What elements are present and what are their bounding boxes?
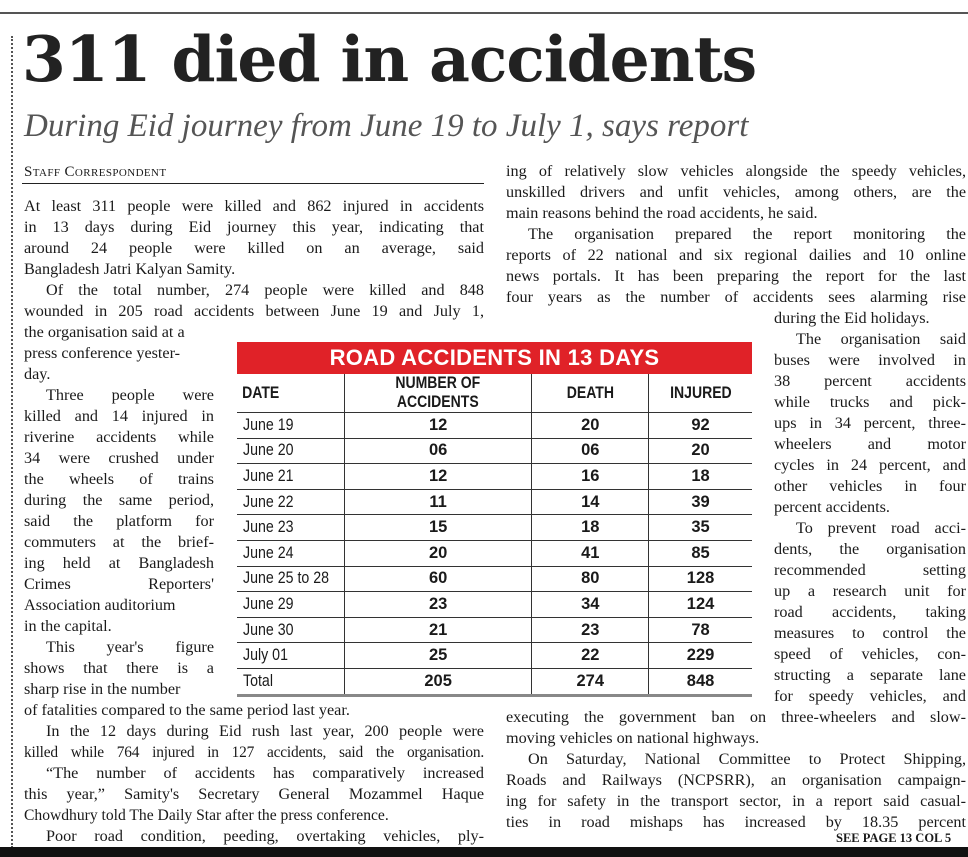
table-row bbox=[237, 515, 752, 541]
article-line: Roads and Railways (NCPSRR), an organisation campaign- bbox=[506, 771, 966, 789]
cell-accidents: 23 bbox=[344, 592, 532, 618]
continuation-note: SEE PAGE 13 COL 5 bbox=[836, 831, 952, 845]
article-line: commuters at the brief- bbox=[24, 533, 214, 551]
cell-death: 22 bbox=[532, 643, 649, 669]
cell-death: 14 bbox=[532, 489, 649, 515]
cell-injured: 229 bbox=[649, 643, 752, 669]
article-line: Crimes Reporters' bbox=[24, 575, 214, 593]
article-line: in 13 days during Eid journey this year, indicating that bbox=[24, 218, 484, 236]
article-line: killed and 14 injured in bbox=[24, 407, 214, 425]
cell-injured: 124 bbox=[649, 592, 752, 618]
col-header-death: DEATH bbox=[541, 374, 640, 413]
cell-death: 34 bbox=[532, 592, 649, 618]
cell-date: June 24 bbox=[243, 543, 294, 562]
article-line: ups in 34 percent, three- bbox=[774, 414, 966, 432]
article-line: press conference yester- bbox=[24, 344, 181, 362]
table-row bbox=[237, 566, 752, 592]
article-line: the wheels of trains bbox=[24, 470, 214, 488]
cell-accidents: 20 bbox=[344, 540, 532, 566]
cell-death: 16 bbox=[532, 464, 649, 490]
cell-date: July 01 bbox=[243, 646, 288, 665]
table-row bbox=[237, 617, 752, 643]
table-row bbox=[237, 438, 752, 464]
cell-death: 41 bbox=[532, 540, 649, 566]
article-line: percent accidents. bbox=[774, 498, 890, 516]
cell-injured: 85 bbox=[649, 540, 752, 566]
article-line: cycles in 24 percent, and bbox=[774, 456, 966, 474]
article-line: ing for safety in the transport sector, in a report said casual- bbox=[506, 792, 966, 810]
article-line: shows that there is a bbox=[24, 659, 214, 677]
top-rule bbox=[0, 12, 968, 14]
headline: 311 died in accidents bbox=[22, 22, 757, 96]
col-header-date: DATE bbox=[242, 383, 280, 402]
article-line: measures to control the bbox=[774, 624, 966, 642]
article-line: sharp rise in the number bbox=[24, 680, 181, 698]
cell-accidents: 60 bbox=[344, 566, 532, 592]
cell-date: June 30 bbox=[243, 620, 294, 639]
article-line: while trucks and pick- bbox=[774, 393, 966, 411]
article-line: during the Eid holidays. bbox=[774, 309, 930, 327]
article-line: in the capital. bbox=[24, 617, 112, 635]
cell-injured: 39 bbox=[649, 489, 752, 515]
cell-injured: 92 bbox=[649, 413, 752, 439]
article-line: “The number of accidents has comparatively increased bbox=[46, 764, 484, 782]
article-line: day. bbox=[24, 365, 51, 383]
article-line: Poor road condition, peeding, overtaking vehicles, ply- bbox=[46, 827, 484, 845]
article-line: wounded in 205 road accidents between June 19 and July 1, bbox=[24, 302, 484, 320]
cell-accidents: 15 bbox=[344, 515, 532, 541]
cell-death: 274 bbox=[532, 668, 649, 695]
article-line: buses were involved in bbox=[774, 351, 966, 369]
cell-accidents: 205 bbox=[344, 668, 532, 695]
table-row bbox=[237, 643, 752, 669]
article-line: this year,” Samity's Secretary General Mozammel Haque bbox=[24, 785, 484, 803]
article-line: 34 were crushed under bbox=[24, 449, 214, 467]
article-line: wheelers and motor bbox=[774, 435, 966, 453]
cell-accidents: 06 bbox=[344, 438, 532, 464]
article-line: speed of vehicles, con- bbox=[774, 645, 966, 663]
article-line: moving vehicles on national highways. bbox=[506, 729, 760, 747]
cell-accidents: 12 bbox=[344, 413, 532, 439]
cell-death: 06 bbox=[532, 438, 649, 464]
article-line: The organisation said bbox=[796, 330, 966, 348]
article-line: riverine accidents while bbox=[24, 428, 214, 446]
cell-accidents: 12 bbox=[344, 464, 532, 490]
cell-injured: 35 bbox=[649, 515, 752, 541]
article-line: Bangladesh Jatri Kalyan Samity. bbox=[24, 260, 236, 278]
article-line: main reasons behind the road accidents, he said. bbox=[506, 204, 818, 222]
article-line: On Saturday, National Committee to Protect Shipping, bbox=[528, 750, 966, 768]
cell-date: June 22 bbox=[243, 492, 294, 511]
accidents-table bbox=[237, 342, 752, 697]
cell-date: June 23 bbox=[243, 518, 294, 537]
article-line: Three people were bbox=[46, 386, 214, 404]
article-line: said the platform for bbox=[24, 512, 214, 530]
article-line: news portals. It has been preparing the report for the last bbox=[506, 267, 966, 285]
table-row bbox=[237, 540, 752, 566]
table-row bbox=[237, 464, 752, 490]
cell-accidents: 11 bbox=[344, 489, 532, 515]
bottom-bar bbox=[0, 847, 968, 857]
article-line: around 24 people were killed on an average, said bbox=[24, 239, 484, 257]
article-line: four years as the number of accidents sees alarming rise bbox=[506, 288, 966, 306]
cell-injured: 848 bbox=[649, 668, 752, 695]
article-line: of fatalities compared to the same period last year. bbox=[24, 701, 350, 719]
byline-rule bbox=[22, 183, 484, 184]
table-row bbox=[237, 489, 752, 515]
article-line: In the 12 days during Eid rush last year, 200 people were bbox=[46, 722, 484, 740]
article-line: structing a separate lane bbox=[774, 666, 966, 684]
table-total-row bbox=[237, 668, 752, 695]
cell-death: 20 bbox=[532, 413, 649, 439]
article-line: for speedy vehicles, and bbox=[774, 687, 966, 705]
article-line: the organisation said at a bbox=[24, 323, 185, 341]
cell-death: 23 bbox=[532, 617, 649, 643]
article-line: reports of 22 national and six regional dailies and 10 online bbox=[506, 246, 966, 264]
cell-date: June 19 bbox=[243, 415, 294, 434]
cell-injured: 78 bbox=[649, 617, 752, 643]
table-header-row bbox=[237, 374, 752, 413]
subheadline: During Eid journey from June 19 to July 1, says report bbox=[24, 108, 749, 144]
article-line: ties in road mishaps has increased by 18.35 percent bbox=[506, 813, 966, 831]
article-line: dents, the organisation bbox=[774, 540, 966, 558]
col-header-accidents: NUMBER OF ACCIDENTS bbox=[358, 374, 517, 413]
article-line: ing held at Bangladesh bbox=[24, 554, 214, 572]
article-line: Of the total number, 274 people were killed and 848 bbox=[46, 281, 484, 299]
cell-date: June 29 bbox=[243, 594, 294, 613]
cell-injured: 18 bbox=[649, 464, 752, 490]
article-line: This year's figure bbox=[46, 638, 214, 656]
article-line: At least 311 people were killed and 862 injured in accidents bbox=[24, 197, 484, 215]
article-line: Association auditorium bbox=[24, 596, 176, 614]
article-line: unskilled drivers and unfit vehicles, among others, are the bbox=[506, 183, 966, 201]
cell-date: June 21 bbox=[243, 466, 294, 485]
cell-date: Total bbox=[243, 671, 273, 690]
article-line: up a research unit for bbox=[774, 582, 966, 600]
cell-death: 80 bbox=[532, 566, 649, 592]
col-header-injured: INJURED bbox=[656, 374, 744, 413]
article-line: road accidents, taking bbox=[774, 603, 966, 621]
article-line: To prevent road acci- bbox=[796, 519, 966, 537]
dotted-margin bbox=[11, 36, 13, 848]
article-line: ing of relatively slow vehicles alongside the speedy vehicles, bbox=[506, 162, 966, 180]
article-line: during the same period, bbox=[24, 491, 214, 509]
cell-injured: 20 bbox=[649, 438, 752, 464]
article-line: recommended setting bbox=[774, 561, 966, 579]
cell-injured: 128 bbox=[649, 566, 752, 592]
table-row bbox=[237, 413, 752, 439]
cell-accidents: 25 bbox=[344, 643, 532, 669]
article-line: 38 percent accidents bbox=[774, 372, 966, 390]
table-title: ROAD ACCIDENTS IN 13 DAYS bbox=[237, 342, 752, 374]
cell-date: June 20 bbox=[243, 441, 294, 460]
cell-accidents: 21 bbox=[344, 617, 532, 643]
article-line: killed while 764 injured in 127 accidents, said the organisation. bbox=[24, 744, 484, 761]
article-line: The organisation prepared the report monitoring the bbox=[528, 225, 966, 243]
article-line: Chowdhury told The Daily Star after the press conference. bbox=[24, 807, 389, 824]
table-row bbox=[237, 592, 752, 618]
cell-date: June 25 to 28 bbox=[243, 569, 329, 588]
article-line: other vehicles in four bbox=[774, 477, 966, 495]
article-line: executing the government ban on three-wheelers and slow- bbox=[506, 708, 966, 726]
byline: Staff Correspondent bbox=[24, 164, 167, 180]
cell-death: 18 bbox=[532, 515, 649, 541]
